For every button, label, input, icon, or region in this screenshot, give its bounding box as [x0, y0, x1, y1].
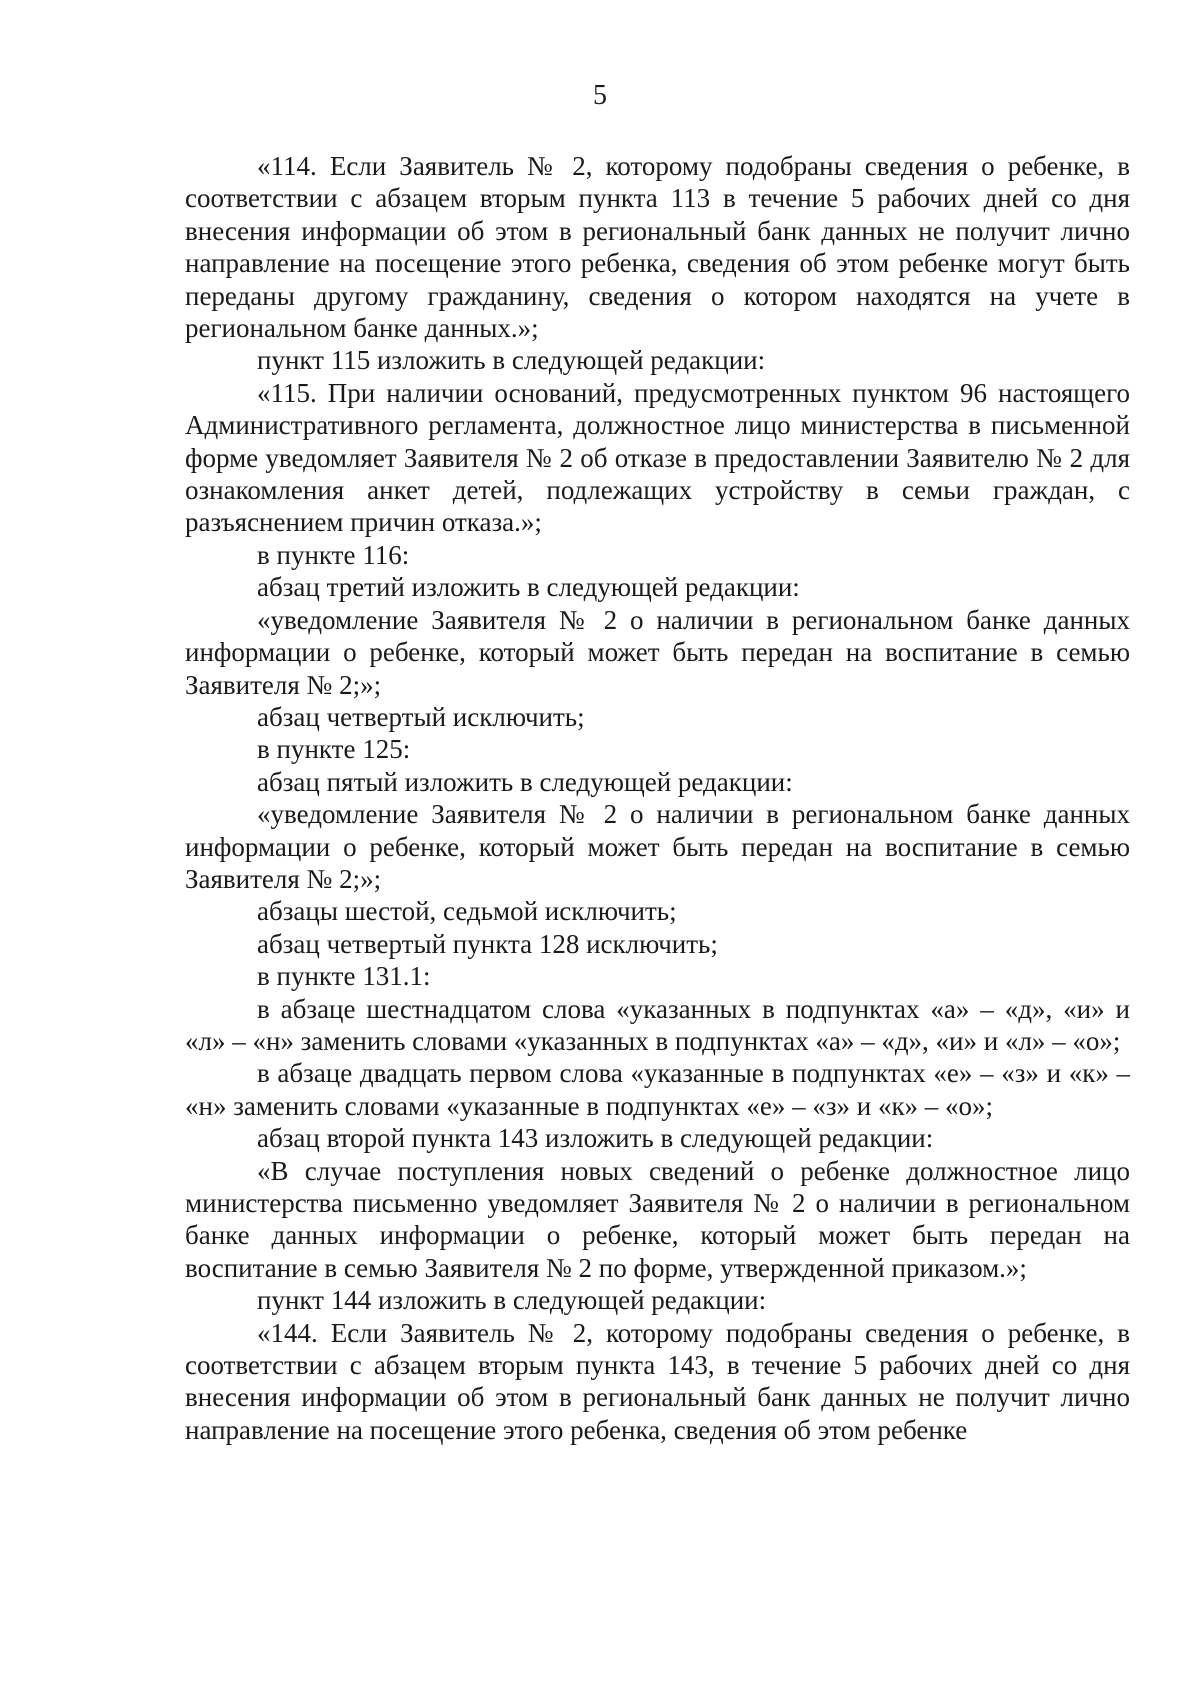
page-number: 5 [593, 80, 607, 111]
paragraph-item-115-intro: пункт 115 изложить в следующей редакции: [257, 345, 766, 376]
paragraph-125-fifth-text: «уведомление Заявителя № 2 о наличии в региональном банке данных информации о ребенке, который может быть передан на воспитание в семью Заявителя № 2;»; [185, 799, 1130, 894]
paragraph-114: «114. Если Заявитель № 2, которому подобраны сведения о ребенке, в соответствии с абзацем вторым пункта 113 в течение 5 рабочих дней со дня внесения информации об этом в региональный банк данных не получит лично направление на посещение этого ребенка, сведения об этом ребенке могут быть переданы другому гражданину, сведения о котором находятся на учете в региональном банке данных.»; [185, 151, 1130, 344]
paragraph-125-fifth-intro: абзац пятый изложить в следующей редакции: [257, 766, 793, 797]
paragraph-item-125: в пункте 125: [257, 734, 411, 765]
paragraph-128-fourth: абзац четвертый пункта 128 исключить; [257, 928, 718, 959]
paragraph-115: «115. При наличии оснований, предусмотренных пунктом 96 настоящего Административного регламента, должностное лицо министерства в письменной форме уведомляет Заявителя № 2 об отказе в предоставлении Заявителю № 2 для ознакомления анкет детей, подлежащих устройству в семьи граждан, с разъяснением причин отказа.»; [185, 377, 1130, 538]
paragraph-116-third-intro: абзац третий изложить в следующей редакции: [257, 572, 800, 603]
paragraph-125-sixth-seventh: абзацы шестой, седьмой исключить; [257, 896, 677, 927]
document-body [185, 150, 1130, 1446]
paragraph-144: «144. Если Заявитель № 2, которому подобраны сведения о ребенке, в соответствии с абзацем вторым пункта 143, в течение 5 рабочих дней со дня внесения информации об этом в региональный банк данных не получит лично направление на посещение этого ребенка, сведения об этом ребенке [185, 1317, 1130, 1445]
paragraph-143-second-intro: абзац второй пункта 143 изложить в следующей редакции: [257, 1123, 934, 1154]
paragraph-item-116: в пункте 116: [257, 539, 410, 570]
paragraph-116-third-text: «уведомление Заявителя № 2 о наличии в региональном банке данных информации о ребенке, который может быть передан на воспитание в семью Заявителя № 2;»; [185, 604, 1130, 700]
paragraph-116-fourth: абзац четвертый исключить; [257, 701, 585, 732]
paragraph-item-144-intro: пункт 144 изложить в следующей редакции: [257, 1285, 767, 1316]
paragraph-item-131-1: в пункте 131.1: [257, 961, 431, 992]
paragraph-131-1-sixteenth: в абзаце шестнадцатом слова «указанных в подпунктах «а» – «д», «и» и «л» – «н» заменить словами «указанных в подпунктах «а» – «д», «и» и «л» – «о»; [185, 993, 1130, 1056]
paragraph-143-second-text: «В случае поступления новых сведений о ребенке должностное лицо министерства письменно уведомляет Заявителя № 2 о наличии в региональном банке данных информации о ребенке, который может быть передан на воспитание в семью Заявителя № 2 по форме, утвержденной приказом.»; [185, 1155, 1130, 1283]
paragraph-131-1-twenty-first: в абзаце двадцать первом слова «указанные в подпунктах «е» – «з» и «к» – «н» заменить словами «указанные в подпунктах «е» – «з» и «к» – «о»; [185, 1058, 1130, 1121]
